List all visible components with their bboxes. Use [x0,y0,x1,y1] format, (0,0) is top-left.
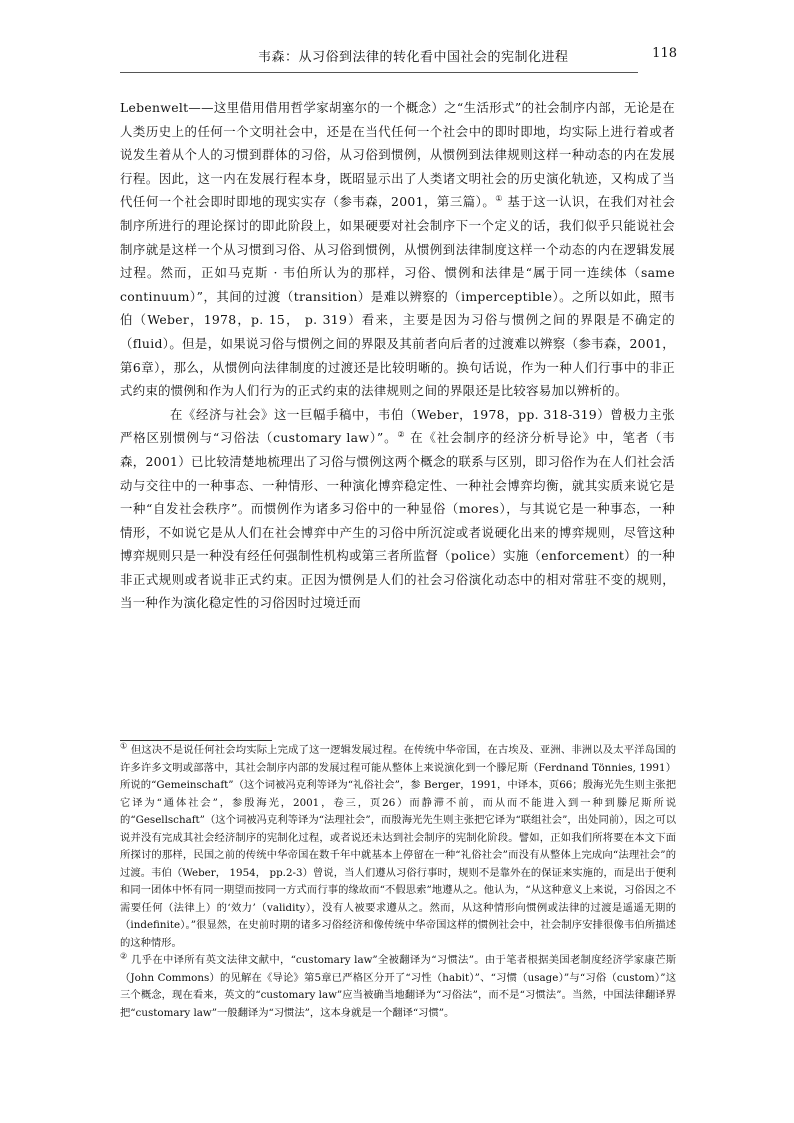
footnote-item [120,742,676,952]
header-divider [120,72,638,73]
footnote-ref-2[interactable]: ② [397,430,406,440]
paragraph-text: Lebenwelt——这里借用借用哲学家胡塞尔的一个概念）之“生活形式”的社会制序内部，无论是在人类历史上的任何一个文明社会中，还是在当代任何一个社会中的即时即地，均实际上进行着或者说发生着从个人的习惯到群体的习俗，从习俗到惯例，从惯例到法律规则这样一种动态的内在发展行程。因此，这一内在发展行程本身，既昭显示出了人类诸文明社会的历史演化轨迹，又构成了当代任何一个社会即时即地的现实实存（参韦森，2001，第三篇）。 [120,100,675,210]
footnote-ref-1[interactable]: ① [495,194,503,204]
paragraph-text: 基于这一认识，在我们对社会制序所进行的理论探讨的即此阶段上，如果硬要对社会制序下一个定义的话，我们似乎只能说社会制序就是这样一个从习惯到习俗、从习俗到惯例，从惯例到法律制度这样一个动态的内在逻辑发展过程。然而，正如马克斯 · 韦伯所认为的那样，习俗、惯例和法律是“属于同一连续体（same continuum）”，其间的过渡（transition）是难以辨察的（imperceptible）。之所以如此，照韦伯（Weber，1978，p. 15， p. 319）看来，主要是因为习俗与惯例之间的界限是不确定的（fluid）。但是，如果说习俗与惯例之间的界限及其前者向后者的过渡难以辨察（参韦森，2001，第6章），那么，从惯例向法律制度的过渡还是比较明晰的。换句话说，作为一种人们行事中的非正式约束的惯例和作为人们行为的正式约束的法律规则之间的界限还是比较容易加以辨析的。 [120,194,676,399]
footnote-item [120,952,676,1022]
page-number: 118 [652,46,677,61]
footnotes [120,742,676,1022]
paragraph [120,403,675,615]
footnote-marker: ① [120,741,128,751]
footnote-marker: ② [120,951,128,961]
main-text [120,96,675,615]
footnote-text: 几乎在中译所有英文法律文献中，“customary law”全被翻译为“习惯法”。由于笔者根据美国老制度经济学家康芒斯（John Commons）的见解在《导论》第5章已严格区分开了“习性（habit）”、“习惯（usage）”与“习俗（custom）”这三个概念，现在看来，英文的“customary law”应当被确当地翻译为“习俗法”，而不是“习惯法”。当然，中国法律翻译界把“customary law”一般翻译为“习惯法”，这本身就是一个翻译“习惯”。 [120,954,676,1019]
paragraph [120,96,675,403]
footnote-text: 但这决不是说任何社会均实际上完成了这一逻辑发展过程。在传统中华帝国，在古埃及、亚洲、非洲以及太平洋岛国的许多许多文明或部落中，其社会制序内部的发展过程可能从整体上来说演化到一个滕尼斯（Ferdnand Tönnies, 1991）所说的“Gemeinschaft”（这个词被冯克利等译为“礼俗社会”，参 Berger，1991，中译本，页66；殷海光先生则主张把它译为“通体社会”，参殷海光，2001，卷三，页26）而静滞不前，而从而不能进入到一种到滕尼斯所说的“Gesellschaft”（这个词被冯克利等译为“法理社会”，而殷海光先生则主张把它译为“联组社会”，出处同前），因之可以说并没有完成其社会经济制序的宪制化过程，或者说还未达到社会制序的宪制化阶段。譬如，正如我们所将要在本文下面所探讨的那样，民国之前的传统中华帝国在数千年中就基本上停留在一种“礼俗社会”而没有从整体上完成向“法理社会”的过渡。韦伯（Weber， 1954， pp.2-3）曾说，当人们遵从习俗行事时，规则不是靠外在的保证来实施的，而是出于便利和同一团体中怀有同一期望而按同一方式而行事的缘故而“不假思索”地遵从之。他认为，“从这种意义上来说，习俗因之不需要任何（法律上）的‘效力’（validity），没有人被要求遵从之。然而，从这种情形向惯例或法律的过渡是遥遥无期的（indefinite）。”很显然，在史前时期的诸多习俗经济和像传统中华帝国这样的惯例社会中，社会制序安排很像韦伯所描述的这种情形。 [120,744,677,949]
running-header [120,46,677,66]
footnote-divider [120,740,272,741]
paragraph-text: 在《经济与社会》这一巨幅手稿中，韦伯（Weber，1978，pp. 318-319）曾极力主张严格区别惯例与“习俗法（customary law）”。 [120,406,675,446]
paragraph-text: 在《社会制序的经济分析导论》中，笔者（韦森，2001）已比较清楚地梳理出了习俗与惯例这两个概念的联系与区别，即习俗作为在人们社会活动与交往中的一种事态、一种情形、一种演化博弈稳定性、一种社会博弈均衡，就其实质来说它是一种“自发社会秩序”。而惯例作为诸多习俗中的一种显俗（mores），与其说它是一种事态，一种情形，不如说它是从人们在社会博弈中产生的习俗中所沉淀或者说硬化出来的博弈规则，尽管这种博弈规则只是一种没有经任何强制性机构或第三者所监督（police）实施（enforcement）的一种非正式规则或者说非正式约束。正因为惯例是人们的社会习俗演化动态中的相对常驻不变的规则，当一种作为演化稳定性的习俗因时过境迁而 [120,430,675,611]
running-header-title: 韦森：从习俗到法律的转化看中国社会的宪制化进程 [258,50,569,65]
